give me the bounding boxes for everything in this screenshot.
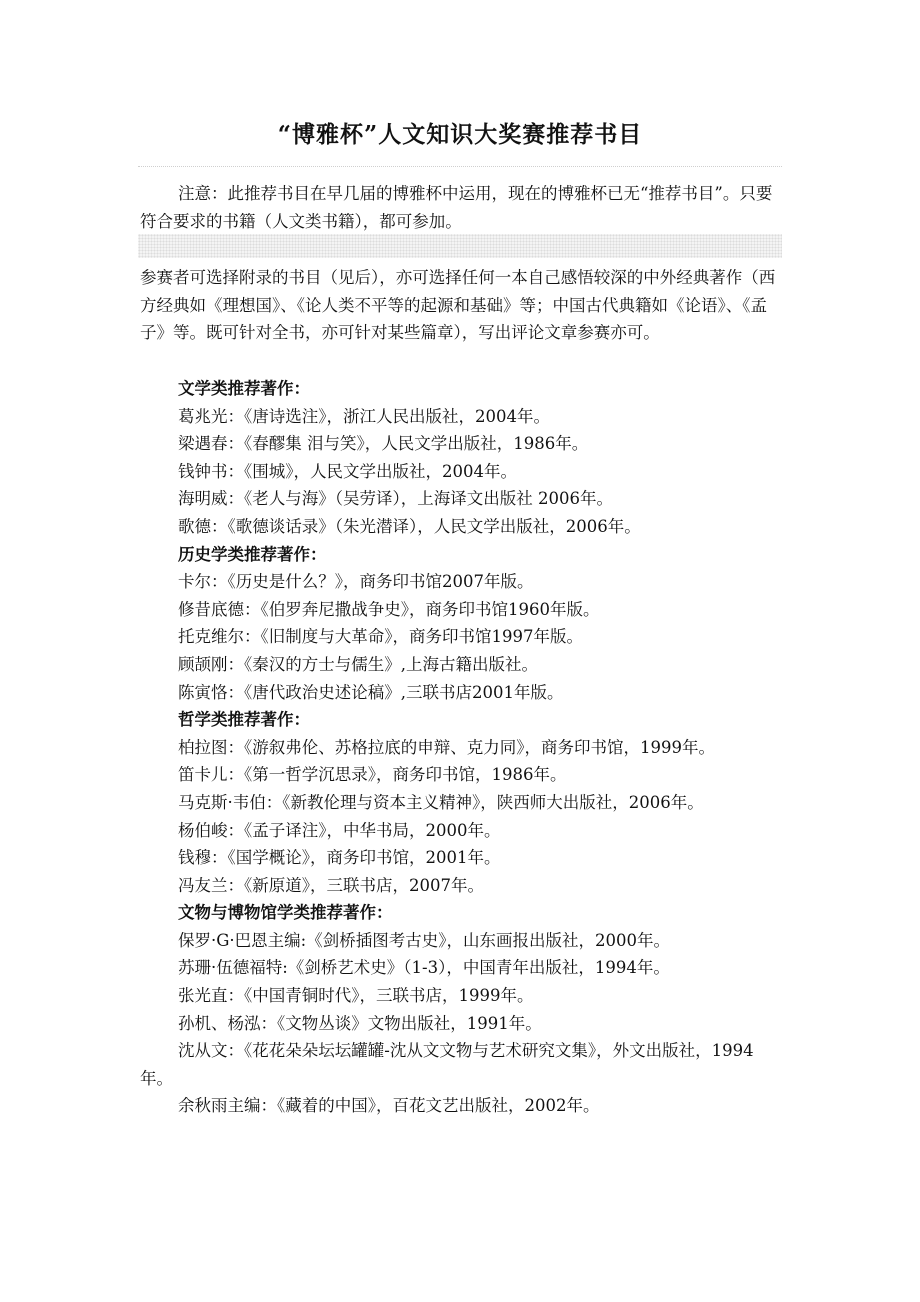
page-title: “博雅杯”人文知识大奖赛推荐书目 [277, 121, 643, 148]
intro-paragraph: 参赛者可选择附录的书目（见后），亦可选择任何一本自己感悟较深的中外经典著作（西方经典如《理想国》、《论人类不平等的起源和基础》等；中国古代典籍如《论语》、《孟子》等。既可针对全书，亦可针对某些篇章），写出评论文章参赛亦可。 [140, 268, 776, 343]
book-entry: 修昔底德：《伯罗奔尼撒战争史》，商务印书馆1960年版。 [178, 599, 600, 619]
book-entry: 钱穆：《国学概论》，商务印书馆，2001年。 [178, 848, 501, 868]
book-entry: 托克维尔：《旧制度与大革命》，商务印书馆1997年版。 [178, 627, 583, 647]
book-entry: 钱钟书：《围城》，人民文学出版社，2004年。 [178, 461, 517, 481]
book-entry: 孙机、杨泓：《文物丛谈》文物出版社，1991年。 [178, 1013, 542, 1033]
book-entry: 冯友兰：《新原道》，三联书店，2007年。 [178, 875, 484, 895]
section-heading: 历史学类推荐著作： [178, 544, 327, 564]
separator-band [138, 234, 782, 258]
book-entry: 葛兆光：《唐诗选注》，浙江人民出版社，2004年。 [178, 406, 550, 426]
book-entry: 柏拉图：《游叙弗伦、苏格拉底的申辩、克力同》，商务印书馆，1999年。 [178, 737, 715, 757]
book-entry: 马克斯·韦伯：《新教伦理与资本主义精神》，陕西师大出版社，2006年。 [178, 792, 704, 812]
book-entry: 海明威：《老人与海》（吴劳译），上海译文出版社 2006年。 [178, 489, 613, 509]
section-heading: 哲学类推荐著作： [178, 710, 310, 730]
notice-paragraph: 注意：此推荐书目在早几届的博雅杯中运用，现在的博雅杯已无“推荐书目”。只要符合要求的书籍（人文类书籍），都可参加。 [140, 184, 773, 231]
section-heading: 文学类推荐著作： [178, 379, 310, 398]
book-entry: 顾颉刚：《秦汉的方士与儒生》,上海古籍出版社。 [178, 654, 538, 674]
book-entry: 沈从文：《花花朵朵坛坛罐罐-沈从文文物与艺术研究文集》，外文出版社，1994年。 [140, 1041, 754, 1088]
book-entry: 笛卡儿：《第一哲学沉思录》，商务印书馆，1986年。 [178, 765, 567, 785]
book-entry: 余秋雨主编：《藏着的中国》，百花文艺出版社，2002年。 [178, 1096, 600, 1116]
section-philosophy [140, 706, 782, 899]
title-divider [138, 166, 782, 167]
book-entry: 苏珊·伍德福特:《剑桥艺术史》（1-3），中国青年出版社，1994年。 [178, 958, 670, 978]
section-heading: 文物与博物馆学类推荐著作： [178, 903, 393, 923]
book-entry: 杨伯峻：《孟子译注》，中华书局，2000年。 [178, 820, 501, 840]
book-entry: 梁遇春：《春醪集 泪与笑》，人民文学出版社，1986年。 [178, 434, 589, 454]
section-history [140, 541, 782, 707]
book-entry: 张光直：《中国青铜时代》，三联书店，1999年。 [178, 986, 534, 1006]
section-literature [140, 375, 782, 541]
book-entry: 歌德：《歌德谈话录》（朱光潜译），人民文学出版社，2006年。 [178, 516, 641, 536]
book-entry: 卡尔：《历史是什么？》，商务印书馆2007年版。 [178, 572, 534, 592]
section-museology [140, 899, 782, 1120]
book-entry: 陈寅恪：《唐代政治史述论稿》,三联书店2001年版。 [178, 682, 564, 702]
book-list [140, 375, 782, 1120]
book-entry: 保罗·G·巴恩主编:《剑桥插图考古史》，山东画报出版社，2000年。 [178, 930, 670, 950]
